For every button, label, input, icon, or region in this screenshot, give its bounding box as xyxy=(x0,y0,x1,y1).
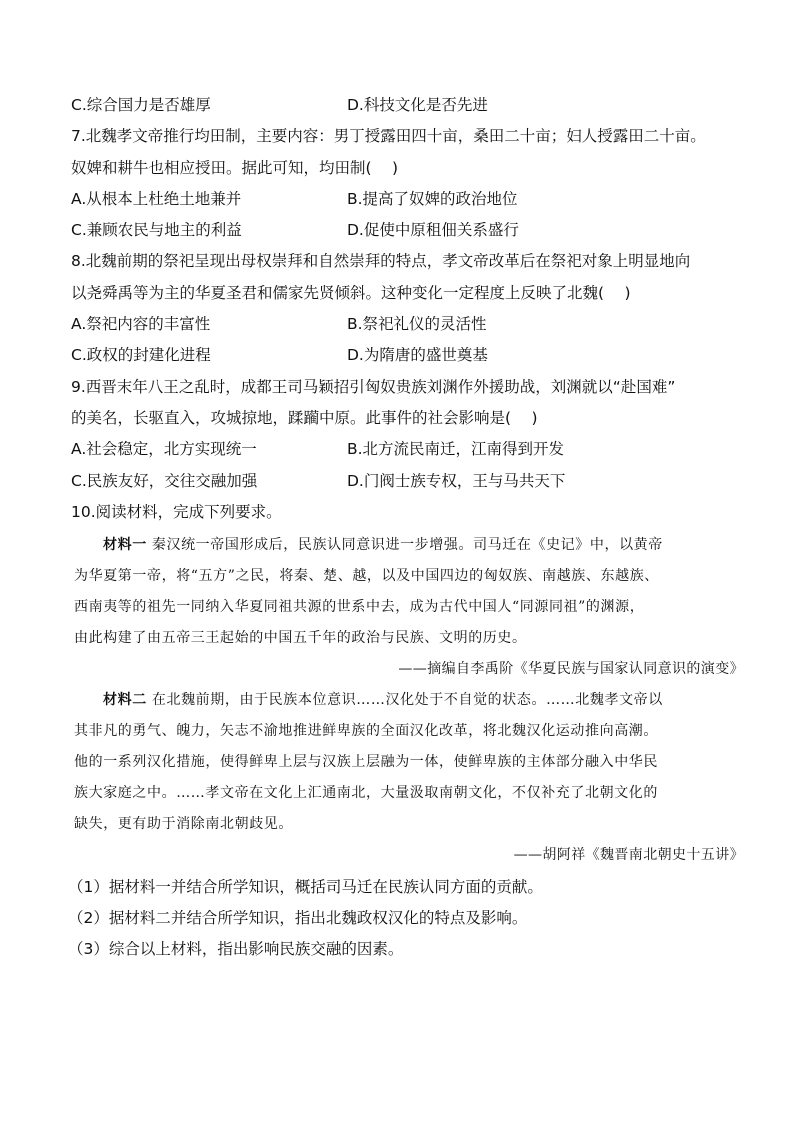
q10-stem: 10.阅读材料，完成下列要求。 xyxy=(71,503,282,521)
q9-stem-line-2: 的美名，长驱直入，攻城掠地，蹂躏中原。此事件的社会影响是( ) xyxy=(71,409,538,427)
q10-requirement-3: （3）综合以上材料，指出影响民族交融的因素。 xyxy=(68,940,404,958)
q9-option-b: B.北方流民南迁，江南得到开发 xyxy=(347,440,565,458)
q7-option-b: B.提高了奴婢的政治地位 xyxy=(347,190,518,208)
q6-option-c: C.综合国力是否雄厚 xyxy=(71,96,211,114)
q7-option-d: D.促使中原租佃关系盛行 xyxy=(347,221,519,239)
q7-stem-line-2: 奴婢和耕牛也相应授田。据此可知，均田制( ) xyxy=(71,159,399,177)
q7-option-a: A.从根本上杜绝土地兼并 xyxy=(71,190,242,208)
q6-option-d: D.科技文化是否先进 xyxy=(347,96,488,114)
q9-option-d: D.门阀士族专权，王与马共天下 xyxy=(347,472,566,490)
material-1-line-4: 由此构建了由五帝三王起始的中国五千年的政治与民族、文明的历史。 xyxy=(74,630,527,646)
material-1-line-1 xyxy=(103,535,663,555)
q9-option-a: A.社会稳定，北方实现统一 xyxy=(71,440,257,458)
q9-stem-line-1: 9.西晋末年八王之乱时，成都王司马颖招引匈奴贵族刘渊作外援助战，刘渊就以“赴国难” xyxy=(71,378,676,396)
q8-option-a: A.祭祀内容的丰富性 xyxy=(71,315,211,333)
material-2-source: ——胡阿祥《魏晋南北朝史十五讲》 xyxy=(513,847,744,863)
material-2-line-2: 其非凡的勇气、魄力，矢志不渝地推进鲜卑族的全面汉化改革，将北魏汉化运动推向高潮。 xyxy=(74,723,658,739)
material-1-text-1: 秦汉统一帝国形成后，民族认同意识进一步增强。司马迁在《史记》中，以黄帝 xyxy=(151,537,663,553)
material-1-source: ——摘编自李禹阶《华夏民族与国家认同意识的演变》 xyxy=(398,661,744,677)
material-2-label: 材料二 xyxy=(103,692,147,708)
material-1-label: 材料一 xyxy=(103,537,147,553)
q8-option-c: C.政权的封建化进程 xyxy=(71,346,211,364)
q8-stem-line-1: 8.北魏前期的祭祀呈现出母权崇拜和自然崇拜的特点，孝文帝改革后在祭祀对象上明显地向 xyxy=(71,252,691,270)
q8-stem-line-2: 以尧舜禹等为主的华夏圣君和儒家先贤倾斜。这种变化一定程度上反映了北魏( ) xyxy=(71,284,631,302)
q8-option-d: D.为隋唐的盛世奠基 xyxy=(347,346,488,364)
q10-requirement-1: （1）据材料一并结合所学知识，概括司马迁在民族认同方面的贡献。 xyxy=(68,878,543,896)
q8-option-b: B.祭祀礼仪的灵活性 xyxy=(347,315,487,333)
q7-stem-line-1: 7.北魏孝文帝推行均田制，主要内容：男丁授露田四十亩，桑田二十亩；妇人授露田二十亩。 xyxy=(71,127,706,145)
material-2-line-4: 族大家庭之中。……孝文帝在文化上汇通南北，大量汲取南朝文化，不仅补充了北朝文化的 xyxy=(74,785,658,801)
q9-option-c: C.民族友好，交往交融加强 xyxy=(71,472,258,490)
material-2-line-3: 他的一系列汉化措施，使得鲜卑上层与汉族上层融为一体，使鲜卑族的主体部分融入中华民 xyxy=(74,754,658,770)
material-1-line-3: 西南夷等的祖先一同纳入华夏同祖共源的世系中去，成为古代中国人“同源同祖”的渊源， xyxy=(74,599,645,615)
material-2-line-1 xyxy=(103,690,663,710)
material-1-line-2: 为华夏第一帝，将“五方”之民，将秦、楚、越，以及中国四边的匈奴族、南越族、东越族、 xyxy=(74,568,659,584)
q7-option-c: C.兼顾农民与地主的利益 xyxy=(71,221,242,239)
q10-requirement-2: （2）据材料二并结合所学知识，指出北魏政权汉化的特点及影响。 xyxy=(68,909,528,927)
material-2-text-1: 在北魏前期，由于民族本位意识……汉化处于不自觉的状态。……北魏孝文帝以 xyxy=(151,692,663,708)
material-2-line-5: 缺失，更有助于消除南北朝歧见。 xyxy=(74,816,293,832)
